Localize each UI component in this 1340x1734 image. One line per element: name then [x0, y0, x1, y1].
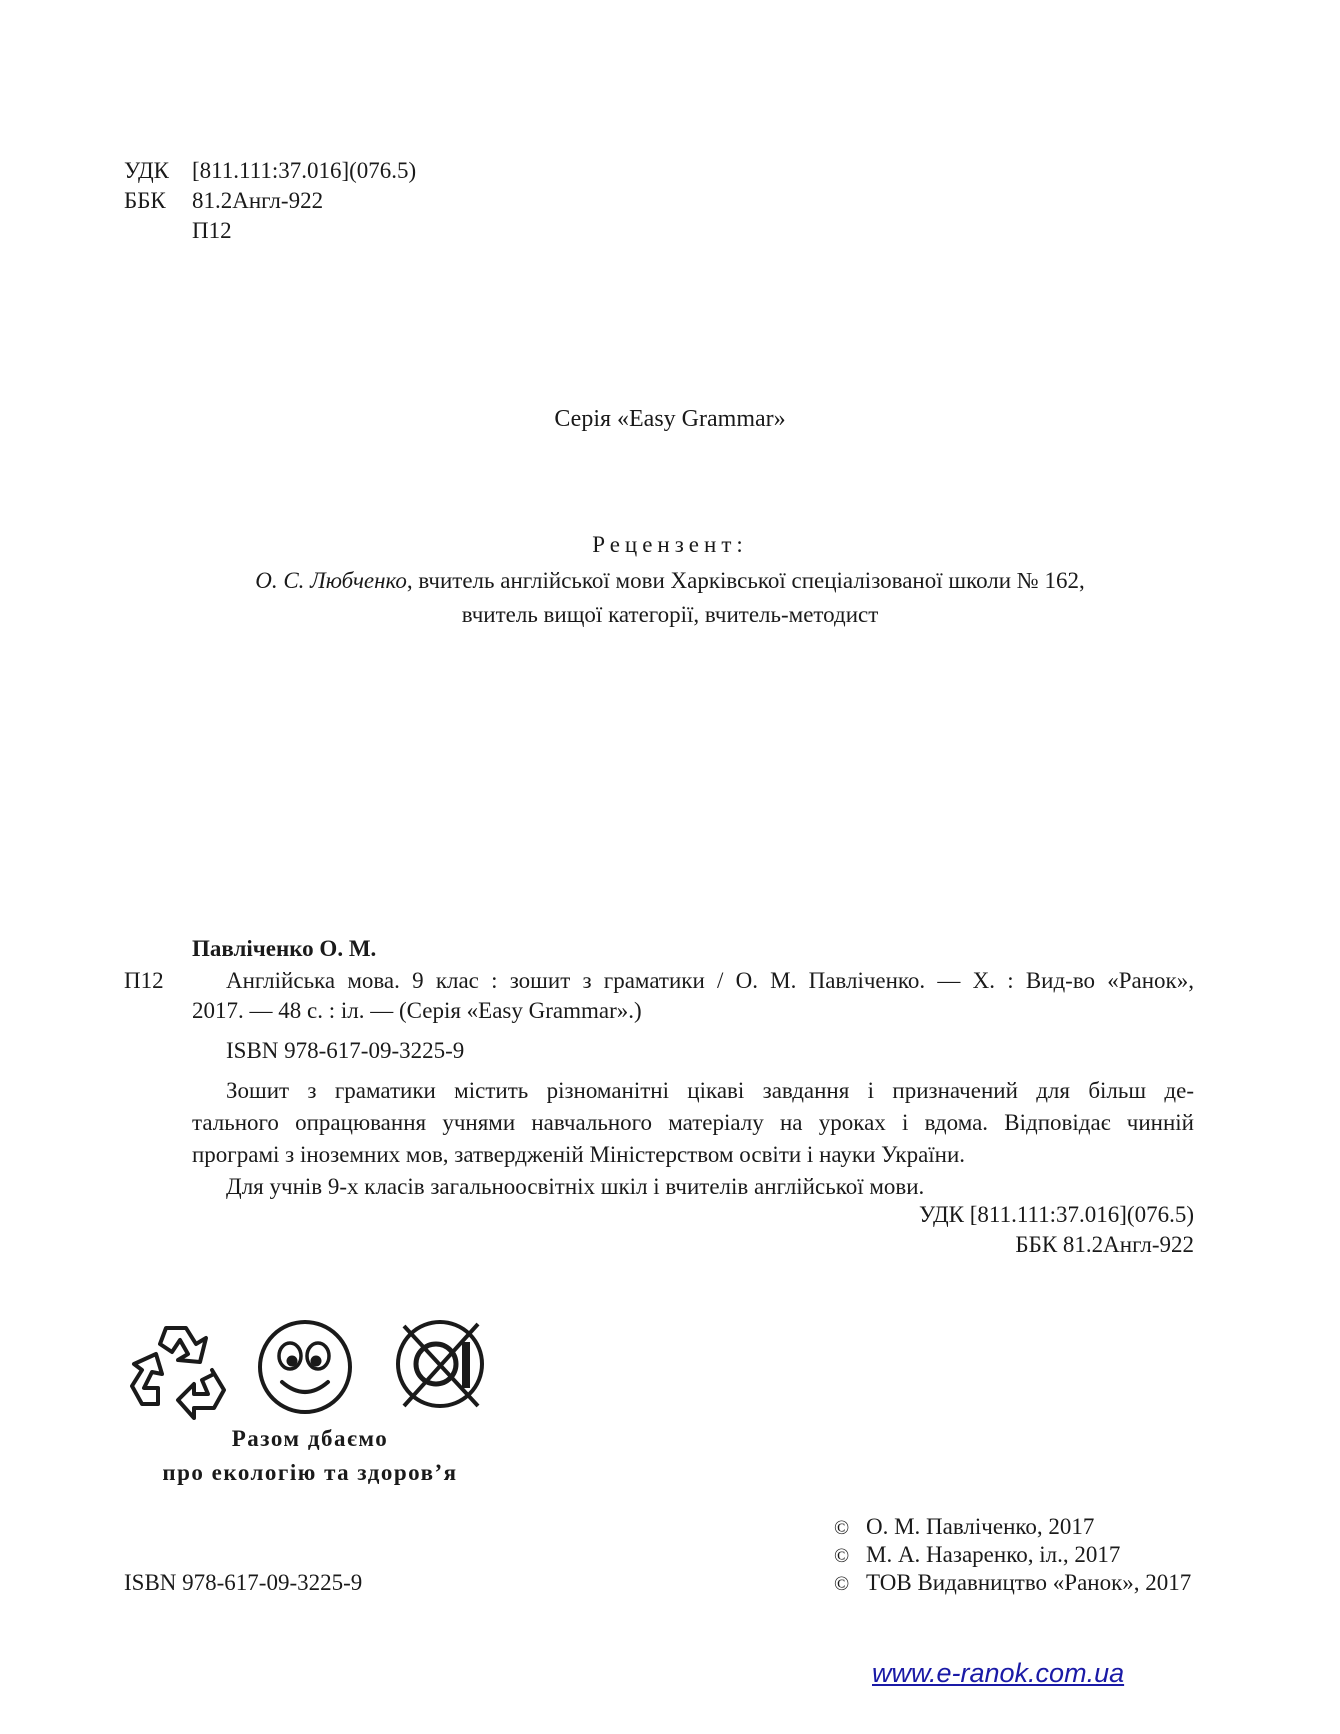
annotation-line: програмі з іноземних мов, затвердженій Міністерством освіти і науки України.: [192, 1142, 966, 1167]
copyright-line: [834, 1540, 1120, 1571]
copyright-symbol: ©: [834, 1545, 850, 1567]
card-description-line1: Англійська мова. 9 клас : зошит з граматики / О. М. Павліченко. — Х. : Вид-во «Ранок»,: [226, 968, 1194, 993]
card-bbk: ББК 81.2Англ-922: [1015, 1232, 1194, 1257]
no-gmo-icon: [392, 1314, 488, 1416]
udk-value: [811.111:37.016](076.5): [192, 158, 417, 183]
card-author: Павліченко О. М.: [192, 936, 377, 961]
reviewer-name: О. С. Любченко: [255, 568, 407, 593]
copyright-line: [834, 1512, 1094, 1543]
annotation-line: тального опрацювання учнями навчального матеріалу на уроках і вдома. Відповідає чинній: [192, 1110, 1194, 1135]
bbk-value: 81.2Англ-922: [192, 188, 324, 213]
website-link[interactable]: www.e-ranok.com.ua: [872, 1658, 1125, 1688]
copyright-symbol: ©: [834, 1517, 850, 1539]
reviewer-line2: вчитель вищої категорії, вчитель-методист: [461, 602, 879, 627]
eco-caption: [120, 1422, 500, 1490]
annotation-line: Зошит з граматики містить різноманітні цікаві завдання і призначений для більш де-: [226, 1078, 1194, 1103]
copyright-text: М. А. Назаренко, іл., 2017: [866, 1542, 1121, 1567]
reviewer-description: , вчитель англійської мови Харківської спеціалізованої школи № 162,: [406, 568, 1085, 593]
author-mark: П12: [192, 218, 232, 243]
series-title: Серія «Easy Grammar»: [554, 406, 786, 432]
reviewer-line1: [0, 566, 1340, 596]
card-code: П12: [124, 968, 164, 993]
recycle-icon: [128, 1318, 232, 1424]
copyright-line: [834, 1568, 1191, 1599]
eco-caption-line2: про екологію та здоров’я: [162, 1460, 458, 1485]
isbn-bottom: ISBN 978-617-09-3225-9: [124, 1570, 363, 1595]
reviewer-heading: Рецензент:: [592, 532, 748, 557]
copyright-symbol: ©: [834, 1573, 850, 1595]
eco-caption-line1: Разом дбаємо: [231, 1426, 389, 1451]
smiley-icon: [256, 1318, 354, 1416]
udk-label: УДК: [124, 158, 169, 183]
card-description-line2: 2017. — 48 с. : іл. — (Серія «Easy Grammar».): [192, 998, 642, 1023]
annotation-line: Для учнів 9-х класів загальноосвітніх шкіл і вчителів англійської мови.: [226, 1174, 925, 1199]
copyright-text: ТОВ Видавництво «Ранок», 2017: [866, 1570, 1192, 1595]
card-udk: УДК [811.111:37.016](076.5): [919, 1202, 1194, 1227]
card-isbn: ISBN 978-617-09-3225-9: [226, 1038, 465, 1063]
copyright-text: О. М. Павліченко, 2017: [866, 1514, 1095, 1539]
bbk-label: ББК: [124, 188, 166, 213]
